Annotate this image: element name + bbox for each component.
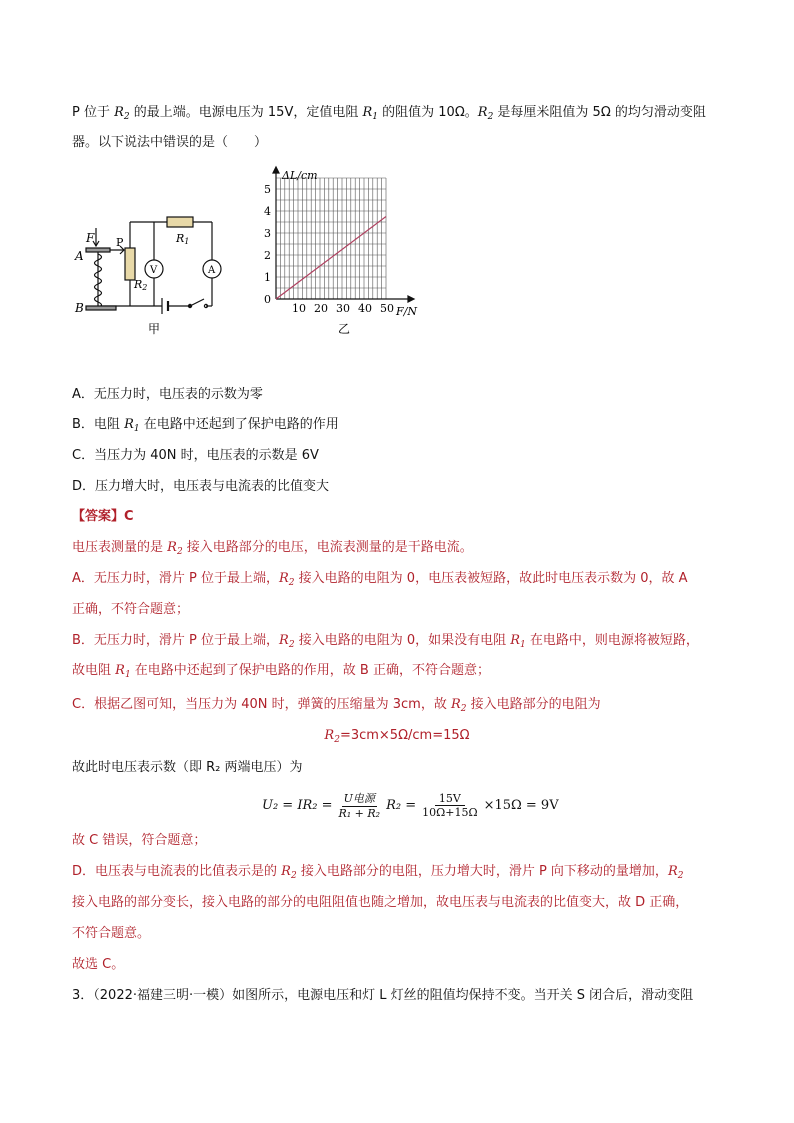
answer-b-line2 [72,661,490,685]
x-axis-label: F/N [396,305,417,318]
r1-symbol: R [115,663,125,678]
label-F: F [86,231,95,245]
answer-d-line3: 不符合题意。 [72,926,151,941]
label-B: B [75,301,84,315]
force-compression-graph [258,165,428,345]
text: B．电阻 [72,417,125,432]
r2-symbol: R [324,728,335,743]
label-P: P [116,236,124,249]
x-tick-label: 10 [292,302,306,315]
text: 在电路中还起到了保护电路的作用 [139,417,339,432]
text: P 位于 [72,105,115,120]
fraction-2-den: 10Ω+15Ω [422,805,478,819]
formula-rhs: ×15Ω = 9V [483,797,559,813]
caption-jia: 甲 [148,322,161,336]
text: 的阻值为 10Ω。 [378,105,478,120]
option-d: D．压力增大时，电压表与电流表的比值变大 [72,479,330,494]
text: 故电阻 [72,663,116,678]
text: 在电路中，则电源将被短路， [525,633,699,648]
r1-symbol: R [510,633,521,648]
ammeter-label: A [208,265,216,276]
y-tick-label: 2 [264,249,271,262]
y-tick-label: 0 [264,293,271,306]
caption-yi: 乙 [338,322,351,336]
answer-a-line2: 正确，不符合题意； [72,602,190,617]
series-line [276,217,386,300]
text: 是每厘米阻值为 5Ω 的均匀滑动变阻 [493,105,706,120]
fraction-1-num: U电源 [343,792,375,805]
question-intro-line2: 器。以下说法中错误的是（ ） [72,135,268,150]
r2-symbol: R [477,105,488,120]
label-A: A [75,249,84,263]
text: 电压表测量的是 [72,540,168,555]
text: 接入电路部分的电压，电流表测量的是干路电流。 [182,540,473,555]
text: 接入电路的电阻为 0，电压表被短路，故此时电压表示数为 0，故 A [294,571,688,586]
r1-sub: 1 [133,424,140,434]
r1-sub: 1 [372,112,379,122]
formula-mid: R₂ = [386,797,417,813]
fraction-1 [336,790,382,820]
option-c: C．当压力为 40N 时，电压表的示数是 6V [72,448,319,463]
answer-a-line1 [72,569,688,593]
answer-b-line1 [72,631,699,655]
r2-sub: 2 [487,112,494,122]
r2-sub: 2 [288,640,295,650]
answer-c-line2: 故此时电压表示数（即 R₂ 两端电压）为 [72,760,303,775]
text: A．无压力时，滑片 P 位于最上端， [72,571,279,586]
option-b [72,415,339,439]
r1-sub: 1 [124,670,131,680]
x-tick-label: 20 [314,302,328,315]
r2-sub: 2 [460,704,467,714]
x-tick-label: 30 [336,302,350,315]
y-tick-label: 4 [264,205,271,218]
answer-label: 【答案】C [72,509,134,524]
label-R1: R1 [176,232,190,246]
circuit-diagram [72,188,240,338]
r1-symbol: R [124,417,134,432]
fraction-1-den: R₁ + R₂ [338,807,381,820]
option-a: A．无压力时，电压表的示数为零 [72,387,263,402]
r2-sub: 2 [290,871,297,881]
text: 接入电路部分的电阻，压力增大时，滑片 P 向下移动的量增加， [296,864,668,879]
r2-sub: 2 [334,735,340,745]
text: B．无压力时，滑片 P 位于最上端， [72,633,280,648]
formula [262,785,559,825]
r2-symbol: R [450,697,461,712]
r2-symbol: R [281,864,291,879]
r2-sub: 2 [123,112,130,122]
fraction-2 [420,792,479,819]
answer-conclusion: 故选 C。 [72,957,125,972]
r1-sub: 1 [520,640,526,650]
r2-sub: 2 [677,871,684,881]
y-axis-label: ΔL/cm [282,169,318,182]
text: 接入电路部分的电阻为 [466,697,601,712]
r2-symbol: R [114,105,124,120]
y-tick-label: 3 [264,227,271,240]
x-tick-label: 50 [380,302,394,315]
text: 在电路中还起到了保护电路的作用，故 B 正确，不符合题意； [130,663,490,678]
r2-sub: 2 [288,578,295,588]
text: 接入电路的电阻为 0，如果没有电阻 [294,633,511,648]
text: =3cm×5Ω/cm=15Ω [339,728,470,743]
r2-symbol: R [279,633,289,648]
y-tick-label: 5 [264,183,271,196]
text: 的最上端。电源电压为 15V，定值电阻 [129,105,363,120]
x-tick-label: 40 [358,302,372,315]
r1-symbol: R [362,105,373,120]
r2-symbol: R [279,571,289,586]
answer-d-line2: 接入电路的部分变长，接入电路的部分的电阻阻值也随之增加，故电压表与电流表的比值变大，故 D 正确， [72,895,689,910]
text: D．电压表与电流表的比值表示是的 [72,864,282,879]
y-tick-label: 1 [264,271,271,284]
answer-c-equation [0,726,794,750]
label-R2: R2 [134,278,148,292]
r2-sub: 2 [176,547,183,557]
r2-symbol: R [667,864,678,879]
answer-c-line3: 故 C 错误，符合题意； [72,833,207,848]
question-intro-line1 [72,103,706,127]
r2-symbol: R [167,540,177,555]
voltmeter-label: V [150,265,158,276]
formula-lhs: U₂ = IR₂ = [262,797,333,813]
next-question: 3．（2022·福建三明·一模）如图所示，电源电压和灯 L 灯丝的阻值均保持不变。当开关 S 闭合后，滑动变阻 [72,988,694,1003]
answer-c-line1 [72,695,601,719]
answer-line-1 [72,538,473,562]
answer-d-line1 [72,862,683,886]
fraction-2-num: 15V [435,792,465,806]
text: C．根据乙图可知，当压力为 40N 时，弹簧的压缩量为 3cm，故 [72,697,451,712]
